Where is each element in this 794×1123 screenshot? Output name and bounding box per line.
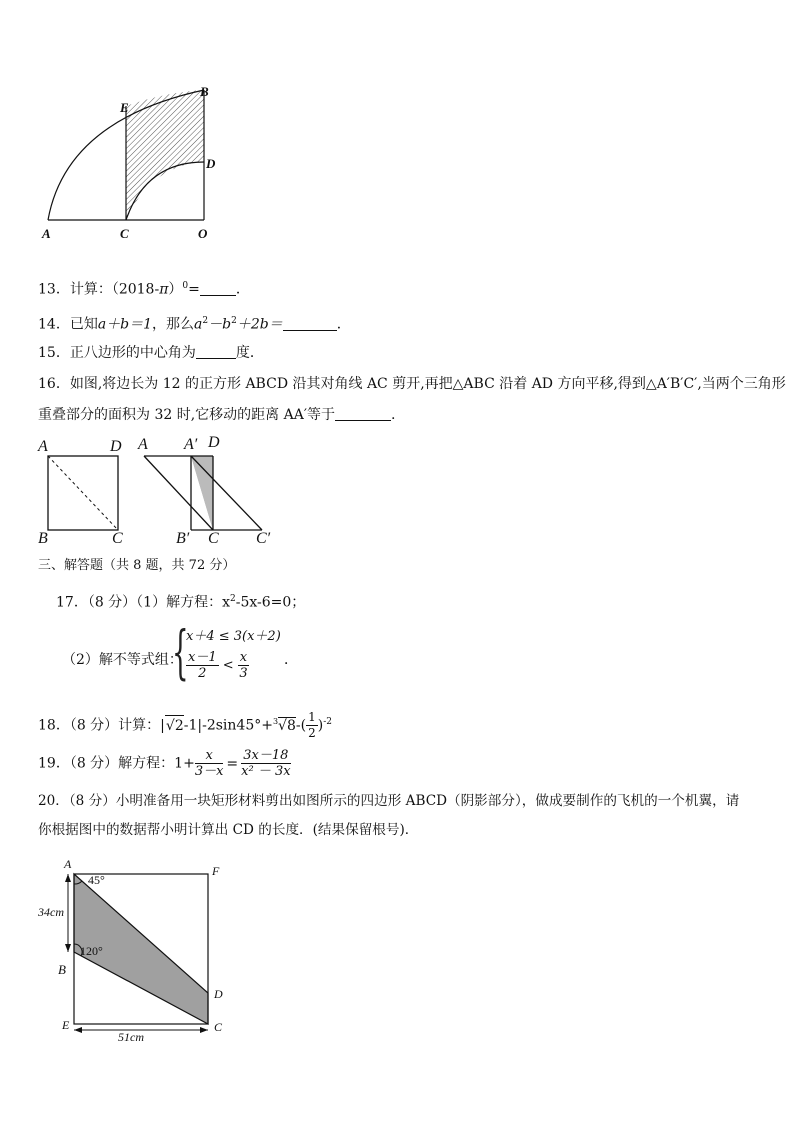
- q19-frac-1: [195, 748, 224, 779]
- wing-label-F: F: [212, 864, 220, 878]
- sector-figure: [36, 80, 226, 248]
- wing-label-B: B: [58, 962, 66, 977]
- question-16-line-2: [38, 405, 395, 425]
- question-20-line-1: 20．（8 分）小明准备用一块矩形材料剪出如图所示的四边形 ABCD（阴影部分），做成要制作的飞机的一个机翼，请: [38, 793, 740, 809]
- q17-equation-end: -5x-6=0；: [235, 594, 306, 611]
- q16-end: .: [391, 407, 396, 423]
- length-51cm-label: 51cm: [118, 1030, 144, 1044]
- q15-number: 15．: [38, 345, 70, 361]
- q19-frac-2: [241, 748, 290, 779]
- q13-number: 13．: [38, 281, 70, 298]
- tr-label-A: A: [138, 436, 148, 453]
- q19-frac1-den: 3－x: [194, 764, 224, 779]
- label-C: C: [120, 226, 129, 241]
- q18-close: ): [317, 717, 324, 734]
- sq-label-D: D: [110, 438, 122, 455]
- question-18: [38, 710, 332, 741]
- q16-text-2: 重叠部分的面积为 32 时,它移动的距离 AA′等于: [38, 407, 336, 423]
- q19-frac2-num: 3x－18: [241, 748, 290, 764]
- q18-frac-den: 2: [308, 726, 316, 740]
- q16-text-1: 如图,将边长为 12 的正方形 ABCD 沿其对角线 AC 剪开,再把△ABC 沿着 AD 方向平移,得到△A′B′C′,当两个三角形: [69, 376, 786, 392]
- tr-label-A-prime: A′: [184, 436, 198, 453]
- sq-label-A: A: [38, 438, 48, 455]
- q13-close: ）: [168, 281, 183, 298]
- sq-label-B: B: [38, 530, 48, 547]
- q18-mid2: -(: [295, 717, 307, 734]
- label-A: A: [42, 226, 51, 241]
- q15-answer-blank[interactable]: [196, 344, 236, 359]
- q14-expr-a: a: [194, 316, 203, 333]
- tr-label-C: C: [208, 530, 219, 547]
- q14-text: 已知: [69, 316, 98, 333]
- label-D: D: [206, 156, 216, 171]
- q17-square: 2: [229, 594, 236, 604]
- angle-120-label: 120°: [80, 944, 103, 958]
- label-B: B: [200, 84, 209, 99]
- tr-label-D: D: [208, 434, 220, 451]
- q18-mid: -1|-2sin45°+: [183, 717, 273, 734]
- q14-expr-c: ＋2b＝: [236, 316, 283, 333]
- wing-label-D: D: [214, 987, 223, 1001]
- question-16-line-1: [38, 374, 786, 394]
- q14-expr-b: －b: [208, 316, 232, 333]
- q14-number: 14．: [38, 316, 70, 333]
- label-O: O: [198, 226, 208, 241]
- q17-inequality-2: [186, 650, 249, 681]
- question-15: [38, 343, 264, 363]
- diagonal-ac: [48, 456, 118, 530]
- q15-unit: 度．: [235, 345, 264, 361]
- q17-frac2-num: x: [239, 650, 248, 665]
- q18-frac-num: 1: [308, 710, 316, 724]
- q18-cube-root: √8: [278, 717, 296, 734]
- q17-text: 17．（8 分）（1）解方程：x: [56, 594, 230, 611]
- q17-end-dot: ．: [284, 652, 298, 668]
- q18-root-val: 8: [286, 717, 296, 734]
- sq-label-C: C: [112, 530, 123, 547]
- dim-arrow-bottom: [65, 944, 71, 952]
- q13-equals: =: [188, 281, 200, 298]
- q14-condition: a＋b＝1: [97, 316, 153, 333]
- q14-square-2: 2: [231, 316, 237, 326]
- q18-exponent: -2: [323, 716, 332, 727]
- label-E: E: [120, 100, 129, 115]
- q19-frac1-num: x: [195, 748, 224, 764]
- question-17-part-2: [62, 650, 183, 670]
- q13-answer-blank[interactable]: [200, 281, 236, 296]
- dim-arrow-left: [74, 1027, 82, 1033]
- q16-answer-blank[interactable]: [335, 406, 391, 421]
- q17-inequality-1: x＋4 ≤ 3(x＋2): [186, 629, 281, 644]
- dim-arrow-top: [65, 874, 71, 882]
- wing-label-A: A: [64, 857, 72, 871]
- wing-label-E: E: [62, 1018, 70, 1032]
- dim-arrow-right: [200, 1027, 208, 1033]
- q14-mid: ，那么: [152, 316, 195, 333]
- question-14: [38, 311, 351, 335]
- q17-less-than: <: [222, 658, 234, 673]
- q15-text: 正八边形的中心角为: [69, 345, 196, 361]
- q18-frac: [306, 710, 318, 741]
- wing-label-C: C: [214, 1020, 223, 1034]
- q17-frac-2: [238, 650, 249, 681]
- q18-sqrt: √2: [165, 715, 184, 736]
- section-3-title: 三、解答题（共 8 题，共 72 分）: [38, 558, 236, 573]
- q17-frac1-den: 2: [198, 666, 207, 681]
- q17-frac-1: [186, 650, 219, 681]
- q17-frac1-num: x－1: [188, 650, 217, 665]
- translation-figure: [134, 440, 284, 540]
- question-20-line-2: 你根据图中的数据帮小明计算出 CD 的长度．(结果保留根号)．: [38, 822, 419, 838]
- question-17-part-1: [56, 589, 305, 613]
- q18-root-index: 3: [272, 716, 279, 726]
- q17-brace: {: [172, 618, 189, 686]
- q18-prefix: 18．（8 分）计算：|: [38, 717, 165, 734]
- q13-pi: π: [159, 281, 169, 298]
- q14-square-1: 2: [202, 316, 209, 326]
- question-19: [38, 748, 291, 779]
- tr-label-B-prime: B′: [176, 530, 190, 547]
- q14-answer-blank[interactable]: [283, 316, 337, 331]
- q13-exponent: 0: [182, 281, 189, 291]
- length-34cm-label: 34cm: [38, 905, 64, 919]
- q13-text: 计算：（2018-: [69, 281, 160, 298]
- q19-equals: =: [226, 755, 239, 772]
- tr-label-C-prime: C′: [256, 530, 271, 547]
- q19-prefix: 19．（8 分）解方程：1+: [38, 755, 195, 772]
- angle-45-label: 45°: [88, 873, 105, 887]
- q18-sqrt-val: 2: [174, 717, 184, 734]
- q19-frac2-den: x² － 3x: [241, 764, 291, 779]
- q14-end: ．: [336, 316, 351, 333]
- line-a2c2: [191, 456, 262, 530]
- shaded-region: [126, 90, 204, 220]
- q16-number: 16．: [38, 376, 70, 392]
- q17-part2-label: （2）解不等式组：: [62, 652, 183, 668]
- q17-frac2-den: 3: [239, 666, 248, 681]
- q13-end: ．: [235, 281, 250, 298]
- question-13: [38, 276, 250, 300]
